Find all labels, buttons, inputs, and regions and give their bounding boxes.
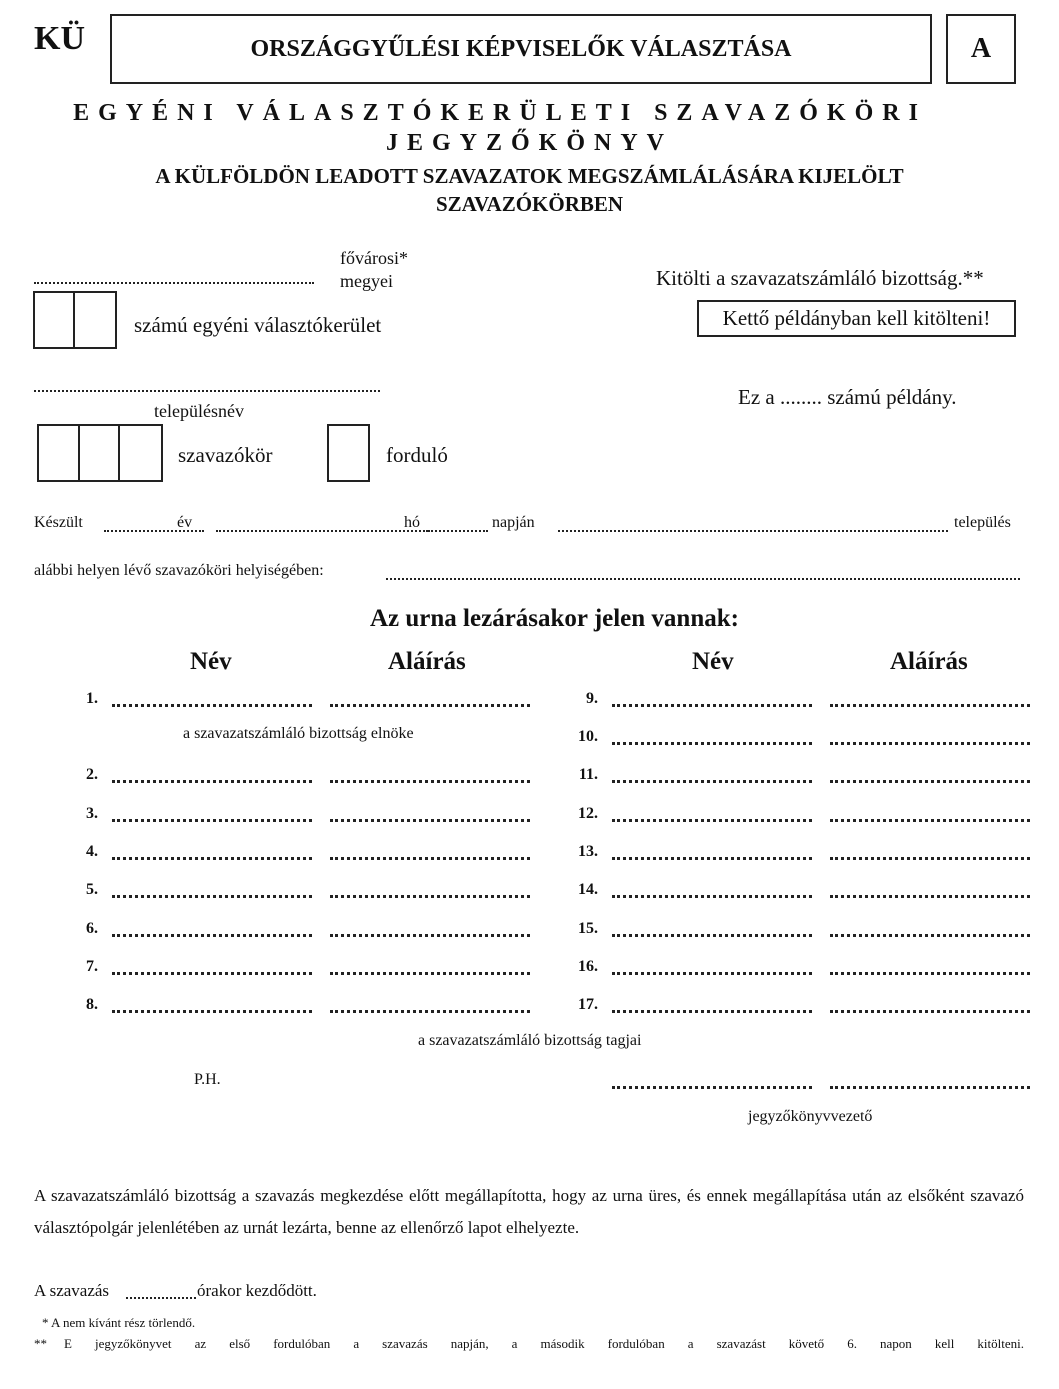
signature-line[interactable] xyxy=(330,1010,530,1013)
signature-line[interactable] xyxy=(330,857,530,860)
month-label: hó xyxy=(404,514,420,531)
chair-label: a szavazatszámláló bizottság elnöke xyxy=(183,725,414,742)
row-number: 17. xyxy=(578,996,598,1013)
recorder-label: jegyzőkönyvvezető xyxy=(748,1108,873,1125)
district-label: számú egyéni választókerület xyxy=(134,313,382,337)
fill-note: Kitölti a szavazatszámláló bizottság.** xyxy=(656,266,984,290)
signature-line[interactable] xyxy=(830,780,1030,783)
signature-row xyxy=(58,881,538,905)
signature-row xyxy=(58,766,538,790)
name-line[interactable] xyxy=(612,934,812,937)
year-label: év xyxy=(177,514,193,531)
row-number: 8. xyxy=(86,996,98,1013)
round-box[interactable] xyxy=(327,424,370,482)
statement-text: A szavazatszámláló bizottság a szavazás megkezdése előtt megállapította, hogy az urna üres, és ennek megállapítása után az elsőként szavazó választópolgár jelenlétében az urnát lezárta, benne az ellenőrző lapot elhelyezte. xyxy=(34,1186,1024,1237)
footnote-1: * A nem kívánt rész törlendő. xyxy=(42,1315,196,1330)
signature-line[interactable] xyxy=(330,780,530,783)
right-name-header: Név xyxy=(692,648,734,675)
signature-row xyxy=(58,958,538,982)
made-line-2 xyxy=(34,562,1024,586)
digit-box[interactable] xyxy=(39,426,80,480)
form-title: ORSZÁGGYŰLÉSI KÉPVISELŐK VÁLASZTÁSA xyxy=(250,35,792,62)
start-prefix: A szavazás xyxy=(34,1281,110,1300)
name-line[interactable] xyxy=(112,934,312,937)
signature-row xyxy=(558,766,1038,790)
present-heading: Az urna lezárásakor jelen vannak: xyxy=(370,605,739,632)
row-number: 9. xyxy=(586,690,598,707)
settlement-label: településnév xyxy=(154,401,244,421)
settlement-field[interactable] xyxy=(34,390,380,392)
letter-box xyxy=(946,14,1016,84)
row-number: 15. xyxy=(578,920,598,937)
name-line[interactable] xyxy=(112,1010,312,1013)
name-line[interactable] xyxy=(612,857,812,860)
footnote-2: E jegyzőkönyvet az első fordulóban a szavazás napján, a második fordulóban a szavazást követő 6. napon kell kitölteni. xyxy=(64,1336,1024,1351)
name-line[interactable] xyxy=(112,857,312,860)
row-number: 10. xyxy=(578,728,598,745)
signature-row xyxy=(58,843,538,867)
start-time-line xyxy=(34,1281,434,1305)
left-name-header: Név xyxy=(190,648,232,675)
members-label: a szavazatszámláló bizottság tagjai xyxy=(418,1032,642,1049)
signature-row xyxy=(58,805,538,829)
megyei-option: megyei xyxy=(340,271,393,291)
title-box xyxy=(110,14,932,84)
row-number: 16. xyxy=(578,958,598,975)
footnote-2-mark: ** xyxy=(34,1336,47,1351)
name-line[interactable] xyxy=(112,819,312,822)
district-number-boxes[interactable] xyxy=(33,291,117,349)
signature-line[interactable] xyxy=(330,704,530,707)
day-field[interactable] xyxy=(428,530,488,532)
round-label: forduló xyxy=(386,443,448,467)
row-number: 3. xyxy=(86,805,98,822)
row-number: 2. xyxy=(86,766,98,783)
digit-box[interactable] xyxy=(329,426,368,480)
name-line[interactable] xyxy=(612,704,812,707)
signature-row xyxy=(558,728,1038,752)
name-line[interactable] xyxy=(612,742,812,745)
row-number: 5. xyxy=(86,881,98,898)
name-line[interactable] xyxy=(112,704,312,707)
subtitle-line1: EGYÉNI VÁLASZTÓKERÜLETI SZAVAZÓKÖRI xyxy=(73,100,927,126)
signature-row xyxy=(558,843,1038,867)
signature-row xyxy=(58,690,538,714)
right-sign-header: Aláírás xyxy=(890,648,968,675)
subtitle-line4: SZAVAZÓKÖRBEN xyxy=(435,192,624,216)
stamp-place: P.H. xyxy=(194,1071,221,1088)
signature-row xyxy=(558,958,1038,982)
signature-line[interactable] xyxy=(830,819,1030,822)
signature-line[interactable] xyxy=(830,704,1030,707)
name-line[interactable] xyxy=(112,895,312,898)
signature-row xyxy=(58,996,538,1020)
place-field[interactable] xyxy=(386,578,1020,580)
recorder-signature-line[interactable] xyxy=(830,1086,1030,1089)
signature-line[interactable] xyxy=(830,972,1030,975)
copies-note-box xyxy=(697,300,1016,337)
fovarosi-option: fővárosi* xyxy=(340,248,408,268)
form-letter: A xyxy=(970,33,992,64)
digit-box[interactable] xyxy=(80,426,121,480)
start-hour-field[interactable] xyxy=(126,1297,196,1299)
recorder-name-line[interactable] xyxy=(612,1086,812,1089)
signature-line[interactable] xyxy=(830,934,1030,937)
row-number: 7. xyxy=(86,958,98,975)
name-line[interactable] xyxy=(612,1010,812,1013)
day-label: napján xyxy=(492,514,535,531)
signature-row xyxy=(558,690,1038,714)
signature-row xyxy=(558,996,1038,1020)
polling-station-label: szavazókör xyxy=(178,443,273,467)
signature-row xyxy=(558,881,1038,905)
signature-line[interactable] xyxy=(830,895,1030,898)
signature-line[interactable] xyxy=(830,1010,1030,1013)
signature-line[interactable] xyxy=(330,819,530,822)
row-number: 1. xyxy=(86,690,98,707)
copy-number: Ez a ........ számú példány. xyxy=(738,385,957,409)
signature-line[interactable] xyxy=(330,972,530,975)
made-prefix: Készült xyxy=(34,514,83,531)
name-line[interactable] xyxy=(112,780,312,783)
left-sign-header: Aláírás xyxy=(388,648,466,675)
name-line[interactable] xyxy=(612,895,812,898)
made-line-1 xyxy=(34,514,1024,538)
start-suffix: órakor kezdődött. xyxy=(197,1281,317,1300)
row-number: 13. xyxy=(578,843,598,860)
row-number: 6. xyxy=(86,920,98,937)
signature-line[interactable] xyxy=(830,742,1030,745)
settlement-name-field[interactable] xyxy=(558,530,948,532)
row-number: 12. xyxy=(578,805,598,822)
signature-row xyxy=(558,920,1038,944)
row-number: 14. xyxy=(578,881,598,898)
county-field[interactable] xyxy=(34,282,314,284)
subtitle-line3: A KÜLFÖLDÖN LEADOTT SZAVAZATOK MEGSZÁMLÁLÁSÁRA KIJELÖLT xyxy=(155,164,904,188)
signature-line[interactable] xyxy=(330,895,530,898)
place-label: alábbi helyen lévő szavazóköri helyiségében: xyxy=(34,562,324,579)
form-code: KÜ xyxy=(34,20,85,57)
digit-box[interactable] xyxy=(75,293,115,347)
name-line[interactable] xyxy=(612,819,812,822)
polling-station-boxes[interactable] xyxy=(37,424,163,482)
name-line[interactable] xyxy=(612,972,812,975)
signature-line[interactable] xyxy=(330,934,530,937)
name-line[interactable] xyxy=(112,972,312,975)
signature-line[interactable] xyxy=(830,857,1030,860)
month-field[interactable] xyxy=(216,530,428,532)
copies-note: Kettő példányban kell kitölteni! xyxy=(722,306,991,330)
name-line[interactable] xyxy=(612,780,812,783)
digit-box[interactable] xyxy=(120,426,161,480)
signature-row xyxy=(58,920,538,944)
digit-box[interactable] xyxy=(35,293,75,347)
subtitle-line2: JEGYZŐKÖNYV xyxy=(385,130,673,156)
row-number: 4. xyxy=(86,843,98,860)
row-number: 11. xyxy=(578,766,598,783)
settlement-word: település xyxy=(954,514,1011,531)
signature-row xyxy=(558,805,1038,829)
